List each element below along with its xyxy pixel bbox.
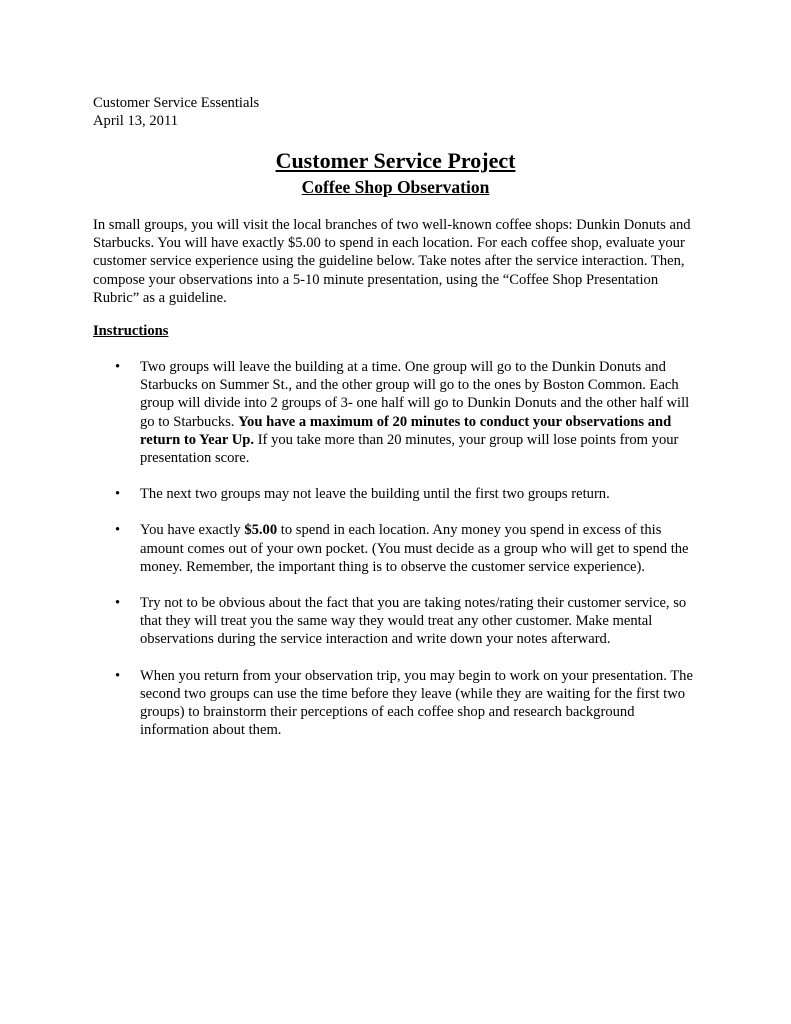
bullet-icon: •: [115, 595, 121, 612]
bullet-icon: •: [115, 359, 121, 375]
list-item: • Try not to be obvious about the fact that you are taking notes/rating their customer service, so that they will treat you the same way they would treat any other customer. Make mental observations during the service interaction and write down your notes afterward.: [115, 595, 687, 648]
document-header: [93, 94, 259, 130]
document-date: April 13, 2011: [93, 113, 178, 129]
bullet-icon: •: [115, 522, 121, 539]
list-item: • Two groups will leave the building at a time. One group will go to the Dunkin Donuts and Starbucks on Summer St., and the other group will go to the ones by Boston Common. Each group will divide into 2 groups of 3- one half will go to Dunkin Donuts and the other half will go to Starbucks. You have a maximum of 20 minutes to conduct your observations and return to Year Up. If you take more than 20 minutes, your group will lose points from your presentation score.: [115, 359, 690, 467]
page-subtitle: Coffee Shop Observation: [301, 177, 490, 197]
emphasis-text: $5.00: [244, 522, 278, 539]
list-item: • When you return from your observation trip, you may begin to work on your presentation. The second two groups can use the time before they leave (while they are waiting for the first two groups) to brainstorm their perceptions of each coffee shop and research background information about them.: [115, 667, 693, 739]
instructions-list: [93, 358, 705, 757]
bullet-icon: •: [115, 486, 121, 503]
instructions-heading: Instructions: [93, 323, 169, 339]
list-item: • The next two groups may not leave the building until the first two groups return.: [115, 486, 610, 503]
list-item: • You have exactly $5.00 to spend in each location. Any money you spend in excess of this amount comes out of your own pocket. (You must decide as a group who will get to spend the money. Remember, the important thing is to observe the customer service experience).: [115, 522, 689, 575]
bullet-icon: •: [115, 667, 121, 684]
course-name: Customer Service Essentials: [93, 95, 260, 111]
page-title: Customer Service Project: [275, 148, 516, 173]
emphasis-text: You have a maximum of 20 minutes to conduct your observations and return to Year Up.: [140, 413, 672, 448]
intro-paragraph: In small groups, you will visit the local branches of two well-known coffee shops: Dunkin Donuts and Starbucks. You will have exactly $5.00 to spend in each location. For each coffee shop, evaluate your customer service experience using the guideline below. Take notes after the service interaction. Then, compose your observations into a 5-10 minute presentation, using the “Coffee Shop Presentation Rubric” as a guideline.: [93, 217, 691, 306]
